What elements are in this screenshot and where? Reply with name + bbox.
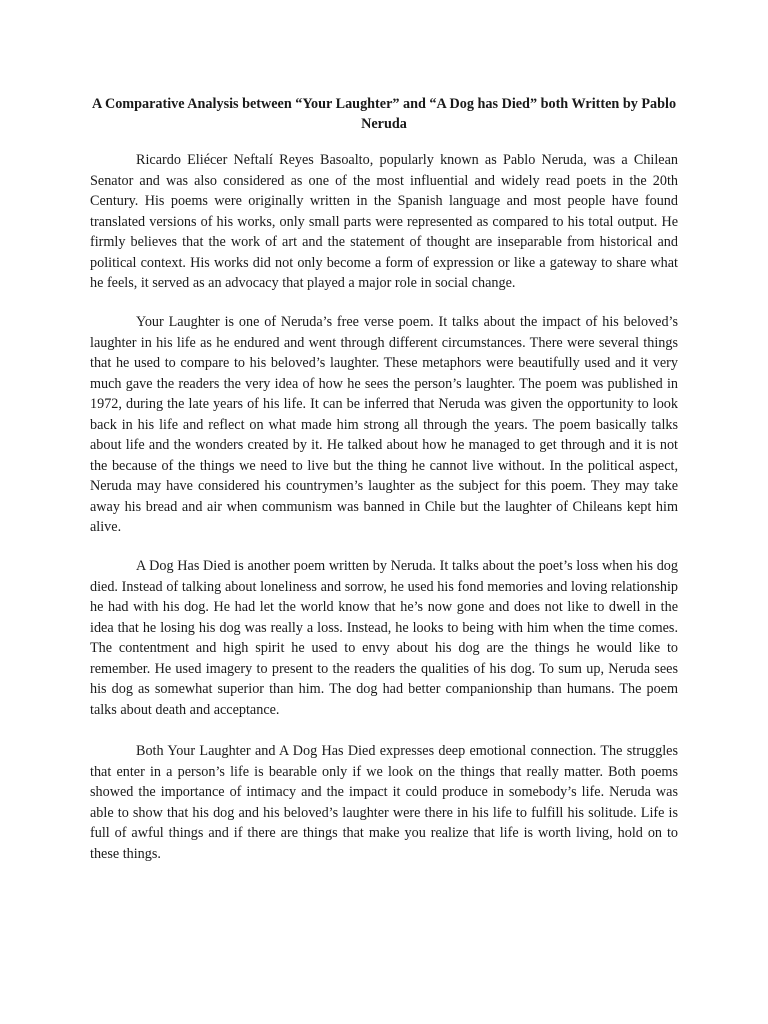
document-title: A Comparative Analysis between “Your Laughter” and “A Dog has Died” both Written by Pablo Neruda xyxy=(91,96,677,132)
paragraph-a-dog-has-died: A Dog Has Died is another poem written by Neruda. It talks about the poet’s loss when his dog died. Instead of talking about loneliness and sorrow, he used his fond memories and loving relationship he had with his dog. He had let the world know that he’s now gone and does not like to dwell in the idea that he losing his dog was really a loss. Instead, he looks to being with him when the time comes. The contentment and high spirit he used to envy about his dog are the things he would like to remember. He used imagery to present to the readers the qualities of his dog. To sum up, Neruda sees his dog as somewhat superior than him. The dog had better companionship than humans. The poem talks about death and acceptance. xyxy=(90,558,678,718)
paragraph-conclusion: Both Your Laughter and A Dog Has Died expresses deep emotional connection. The struggles that enter in a person’s life is bearable only if we look on the things that really matter. Both poems showed the importance of intimacy and the impact it could produce in somebody’s life. Neruda was able to show that his dog and his beloved’s laughter were there in his life to fulfill his solitude. Life is full of awful things and if there are things that make you realize that life is worth living, hold on to these things. xyxy=(90,743,678,862)
paragraph-your-laughter: Your Laughter is one of Neruda’s free verse poem. It talks about the impact of his beloved’s laughter in his life as he endured and went through different circumstances. There were several things that he used to compare to his beloved’s laughter. These metaphors were beautifully used and it very much gave the readers the very idea of how he sees the person’s laughter. The poem was published in 1972, during the late years of his life. It can be inferred that Neruda was given the opportunity to look back in his life and reflect on what made him strong all through the years. The poem basically talks about life and the wonders created by it. He talked about how he managed to get through and it is not the because of the things we need to live but the thing he cannot live without. In the political aspect, Neruda may have considered his countrymen’s laughter as the subject for this poem. They may take away his bread and air when communism was banned in Chile but the laughter of Chileans kept him alive. xyxy=(90,314,678,535)
paragraph-introduction: Ricardo Eliécer Neftalí Reyes Basoalto, popularly known as Pablo Neruda, was a Chilean Senator and was also considered as one of the most influential and widely read poets in the 20th Century. His poems were originally written in the Spanish language and most people have found translated versions of his works, only small parts were represented as compared to his total output. He firmly believes that the work of art and the statement of thought are inseparable from historical and political context. His works did not only become a form of expression or like a gateway to share what he feels, it served as an advocacy that played a major role in social change. xyxy=(90,152,678,291)
